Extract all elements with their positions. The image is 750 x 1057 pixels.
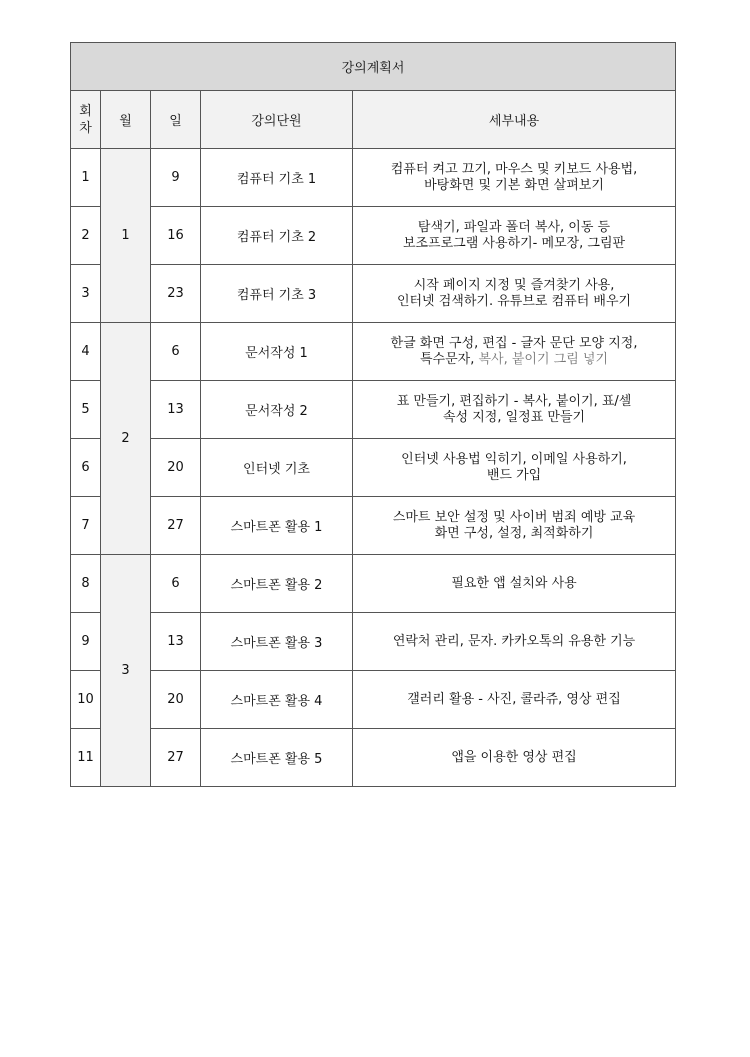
unit-cell: 스마트폰 활용 1 xyxy=(201,497,353,555)
detail-line xyxy=(353,750,675,766)
detail-text: 한글 화면 구성, 편집 - 글자 문단 모양 지정, xyxy=(390,335,638,351)
header-session xyxy=(71,91,101,149)
header-month: 월 xyxy=(101,91,151,149)
detail-line xyxy=(353,468,675,484)
day-cell: 6 xyxy=(151,323,201,381)
detail-text: 속성 지정, 일정표 만들기 xyxy=(442,409,586,425)
detail-text: 필요한 앱 설치와 사용 xyxy=(451,575,577,591)
session-cell: 11 xyxy=(71,729,101,787)
unit-cell: 스마트폰 활용 5 xyxy=(201,729,353,787)
detail-line xyxy=(353,410,675,426)
detail-line xyxy=(353,336,675,352)
day-cell: 23 xyxy=(151,265,201,323)
detail-text: 밴드 가입 xyxy=(486,467,542,483)
unit-cell: 문서작성 1 xyxy=(201,323,353,381)
day-cell: 27 xyxy=(151,729,201,787)
table-row xyxy=(71,439,676,497)
detail-line xyxy=(353,394,675,410)
detail-cell xyxy=(353,497,676,555)
session-cell: 7 xyxy=(71,497,101,555)
unit-cell: 스마트폰 활용 2 xyxy=(201,555,353,613)
detail-line xyxy=(353,510,675,526)
table-row xyxy=(71,729,676,787)
detail-text: 특수문자, xyxy=(419,351,479,367)
detail-line xyxy=(353,236,675,252)
table-row xyxy=(71,555,676,613)
session-cell: 6 xyxy=(71,439,101,497)
detail-text: 스마트 보안 설정 및 사이버 범죄 예방 교육 xyxy=(392,509,636,525)
table-title: 강의계획서 xyxy=(71,43,676,91)
detail-cell xyxy=(353,207,676,265)
session-cell: 1 xyxy=(71,149,101,207)
header-session-top: 회 xyxy=(79,103,92,119)
session-cell: 3 xyxy=(71,265,101,323)
session-cell: 9 xyxy=(71,613,101,671)
day-cell: 16 xyxy=(151,207,201,265)
unit-cell: 컴퓨터 기초 1 xyxy=(201,149,353,207)
detail-text: 갤러리 활용 - 사진, 콜라쥬, 영상 편집 xyxy=(407,691,621,707)
header-day: 일 xyxy=(151,91,201,149)
header-detail: 세부내용 xyxy=(353,91,676,149)
detail-cell xyxy=(353,265,676,323)
detail-cell xyxy=(353,613,676,671)
day-cell: 27 xyxy=(151,497,201,555)
detail-text: 앱을 이용한 영상 편집 xyxy=(451,749,577,765)
detail-line xyxy=(353,452,675,468)
month-cell: 2 xyxy=(101,323,151,555)
table-row xyxy=(71,381,676,439)
day-cell: 9 xyxy=(151,149,201,207)
detail-cell xyxy=(353,671,676,729)
table-row xyxy=(71,149,676,207)
detail-line xyxy=(353,278,675,294)
table-row xyxy=(71,613,676,671)
detail-text: 바탕화면 및 기본 화면 살펴보기 xyxy=(424,177,604,193)
day-cell: 13 xyxy=(151,613,201,671)
unit-cell: 문서작성 2 xyxy=(201,381,353,439)
detail-line xyxy=(353,526,675,542)
table-body xyxy=(71,149,676,787)
detail-text: 컴퓨터 켜고 끄기, 마우스 및 키보드 사용법, xyxy=(390,161,638,177)
detail-text: 시작 페이지 지정 및 즐겨찾기 사용, xyxy=(413,277,615,293)
detail-text: 인터넷 사용법 익히기, 이메일 사용하기, xyxy=(401,451,627,467)
unit-cell: 스마트폰 활용 3 xyxy=(201,613,353,671)
detail-cell xyxy=(353,323,676,381)
day-cell: 20 xyxy=(151,439,201,497)
detail-cell xyxy=(353,555,676,613)
detail-line xyxy=(353,178,675,194)
detail-text: 연락처 관리, 문자. 카카오톡의 유용한 기능 xyxy=(392,633,636,649)
unit-cell: 인터넷 기초 xyxy=(201,439,353,497)
detail-text: 인터넷 검색하기. 유튜브로 컴퓨터 배우기 xyxy=(396,293,632,309)
detail-line xyxy=(353,576,675,592)
day-cell: 13 xyxy=(151,381,201,439)
unit-cell: 컴퓨터 기초 3 xyxy=(201,265,353,323)
header-unit: 강의단원 xyxy=(201,91,353,149)
unit-cell: 스마트폰 활용 4 xyxy=(201,671,353,729)
session-cell: 8 xyxy=(71,555,101,613)
detail-text: 화면 구성, 설정, 최적화하기 xyxy=(434,525,594,541)
detail-line xyxy=(353,162,675,178)
detail-line xyxy=(353,220,675,236)
month-cell: 3 xyxy=(101,555,151,787)
session-cell: 4 xyxy=(71,323,101,381)
session-cell: 5 xyxy=(71,381,101,439)
detail-line xyxy=(353,692,675,708)
month-cell: 1 xyxy=(101,149,151,323)
day-cell: 20 xyxy=(151,671,201,729)
detail-line xyxy=(353,352,675,368)
detail-muted-text: 복사, 붙이기 그림 넣기 xyxy=(478,351,609,367)
header-session-bottom: 차 xyxy=(79,120,92,136)
detail-text: 표 만들기, 편집하기 - 복사, 붙이기, 표/셀 xyxy=(396,393,632,409)
unit-cell: 컴퓨터 기초 2 xyxy=(201,207,353,265)
day-cell: 6 xyxy=(151,555,201,613)
session-cell: 10 xyxy=(71,671,101,729)
detail-cell xyxy=(353,381,676,439)
detail-line xyxy=(353,634,675,650)
detail-cell xyxy=(353,729,676,787)
detail-text: 보조프로그램 사용하기- 메모장, 그림판 xyxy=(402,235,626,251)
detail-cell xyxy=(353,439,676,497)
lecture-plan-table xyxy=(70,42,676,787)
session-cell: 2 xyxy=(71,207,101,265)
table-row xyxy=(71,265,676,323)
table-row xyxy=(71,207,676,265)
table-row xyxy=(71,497,676,555)
table-row xyxy=(71,671,676,729)
detail-text: 탐색기, 파일과 폴더 복사, 이동 등 xyxy=(417,219,611,235)
detail-cell xyxy=(353,149,676,207)
detail-line xyxy=(353,294,675,310)
table-row xyxy=(71,323,676,381)
